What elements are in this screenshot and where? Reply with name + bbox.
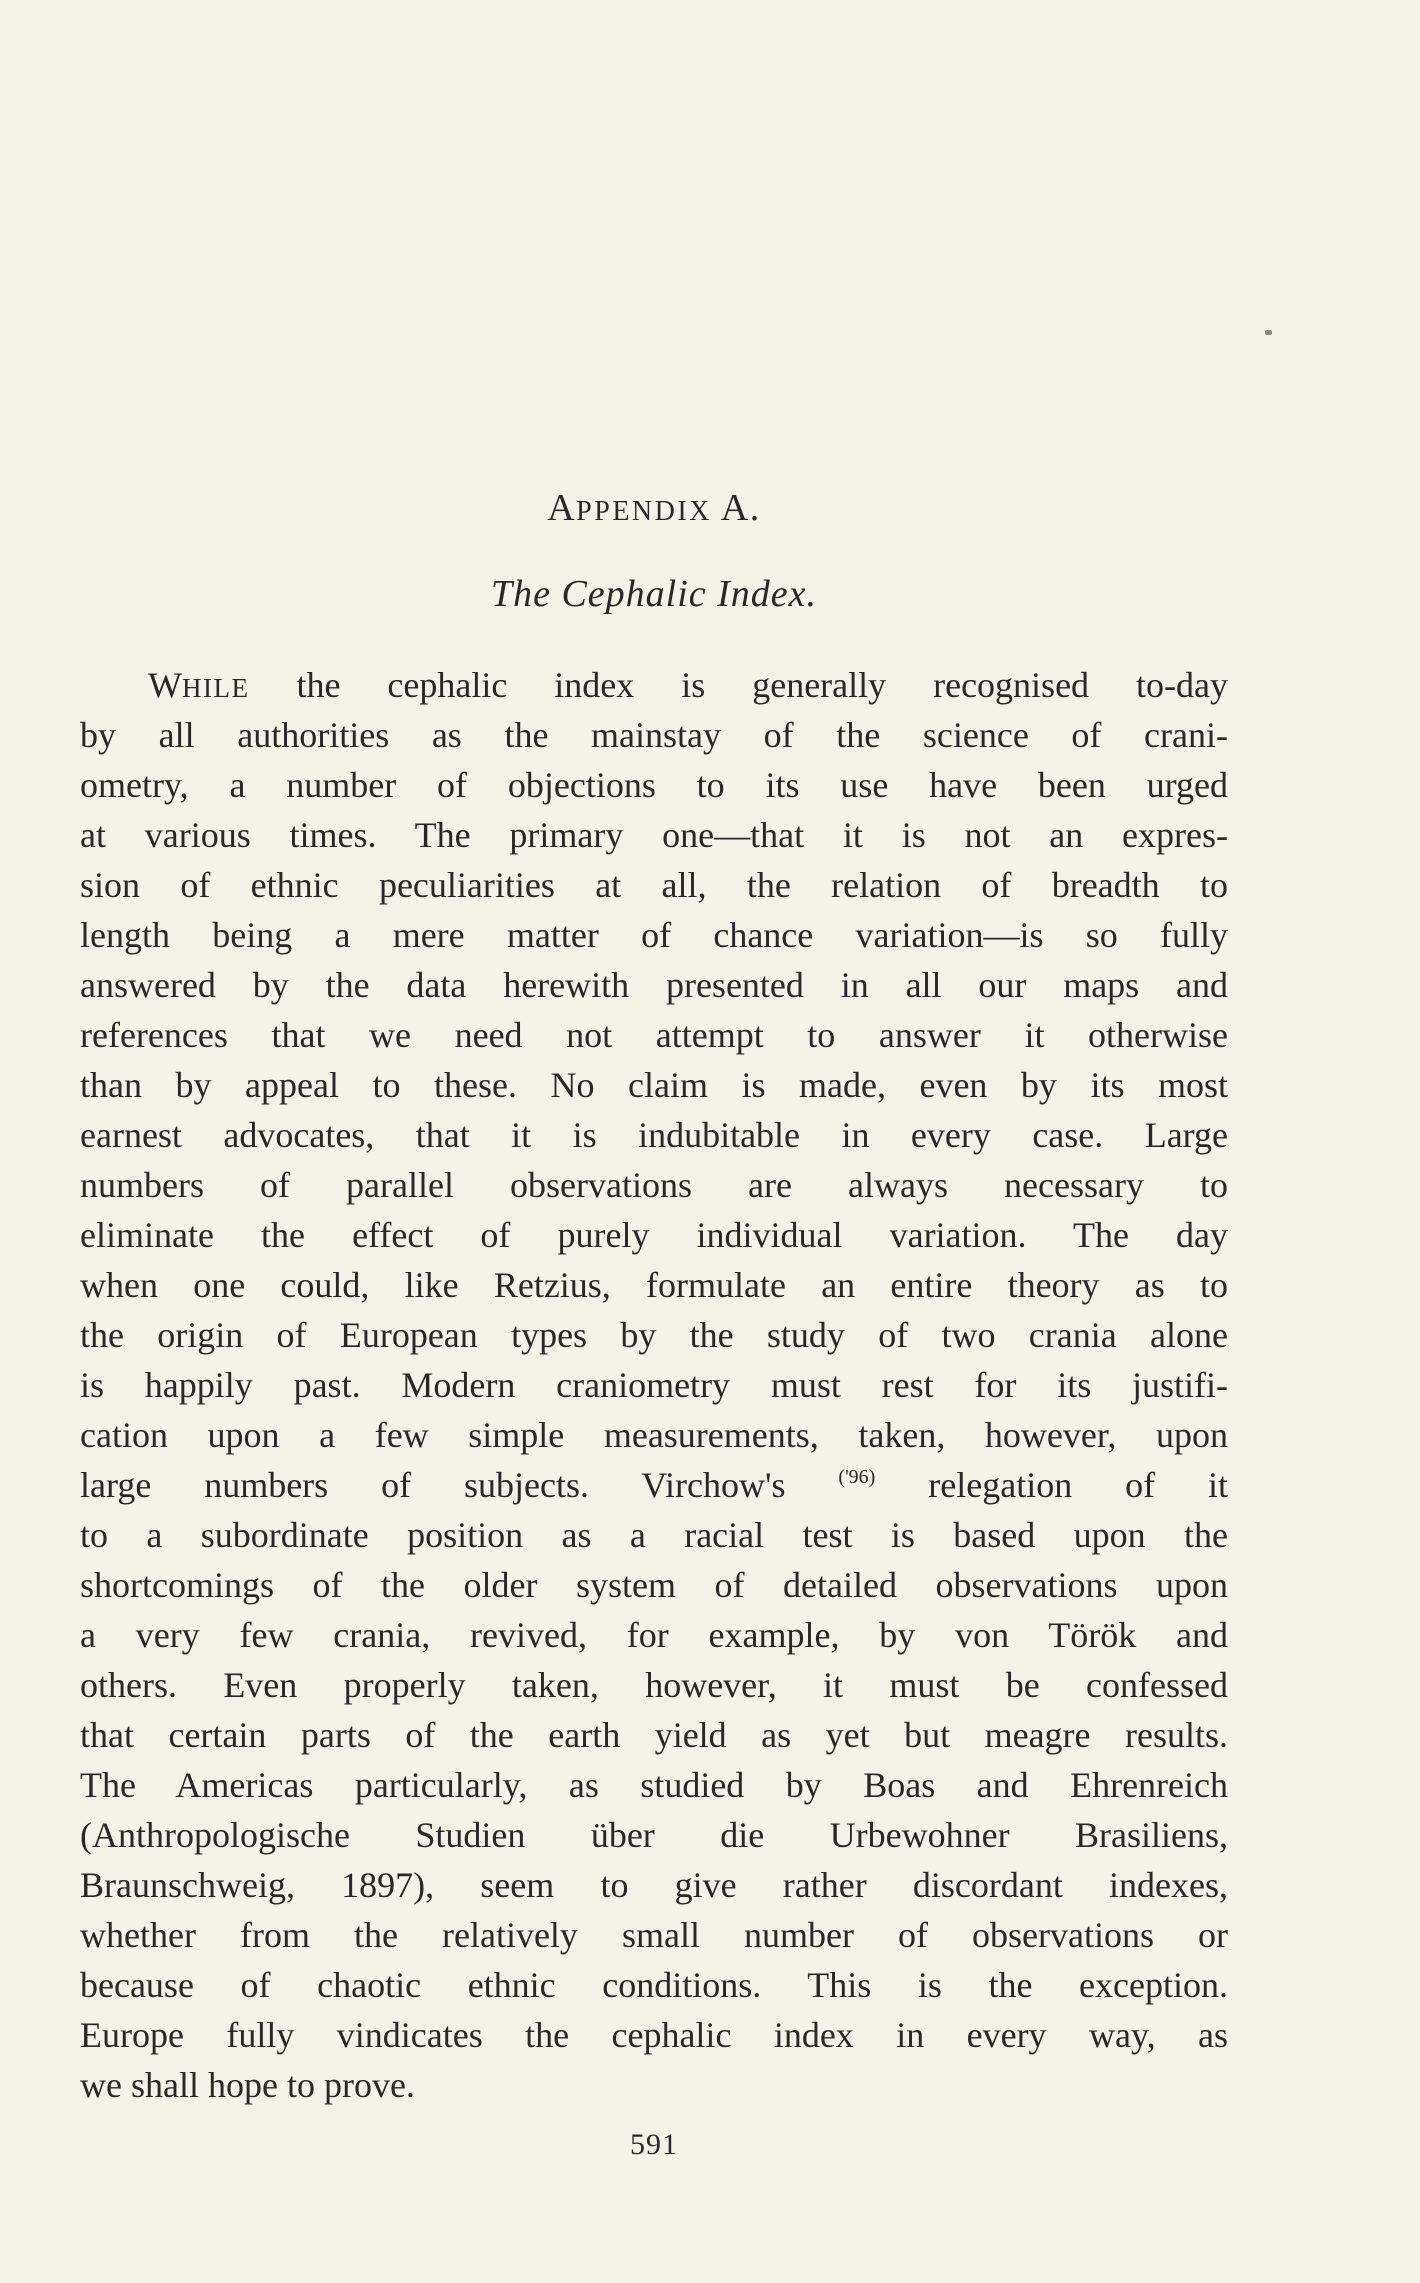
body-paragraph <box>80 660 1228 2110</box>
text-line: shortcomings of the older system of detailed observations upon <box>80 1565 1228 1605</box>
text-line: at various times. The primary one—that it is not an expres- <box>80 815 1228 855</box>
text-line: to a subordinate position as a racial test is based upon the <box>80 1515 1228 1555</box>
text-line: by all authorities as the mainstay of the science of crani- <box>80 715 1228 755</box>
text-line: numbers of parallel observations are always necessary to <box>80 1165 1228 1205</box>
text-line: that certain parts of the earth yield as yet but meagre results. <box>80 1715 1228 1755</box>
text-line: Braunschweig, 1897), seem to give rather discordant indexes, <box>80 1865 1228 1905</box>
text-line: ometry, a number of objections to its use have been urged <box>80 765 1228 805</box>
page-number: 591 <box>630 2128 678 2161</box>
text-line: length being a mere matter of chance variation—is so fully <box>80 915 1228 955</box>
appendix-heading <box>80 486 1228 530</box>
text-line: others. Even properly taken, however, it must be confessed <box>80 1665 1228 1705</box>
text-line: the origin of European types by the study of two crania alone <box>80 1315 1228 1355</box>
text-line: when one could, like Retzius, formulate an entire theory as to <box>80 1265 1228 1305</box>
text-line: we shall hope to prove. <box>80 2065 415 2105</box>
text-line: WHILE the cephalic index is generally recognised to-day <box>148 665 1228 705</box>
text-line: because of chaotic ethnic conditions. This is the exception. <box>80 1965 1228 2005</box>
paper-speck <box>1265 330 1272 335</box>
text-line: sion of ethnic peculiarities at all, the relation of breadth to <box>80 865 1228 905</box>
citation-superscript: ('96) <box>838 1466 876 1488</box>
book-page <box>80 0 1228 2283</box>
text-line: is happily past. Modern craniometry must rest for its justifi- <box>80 1365 1228 1405</box>
appendix-heading-initial: A <box>547 487 577 529</box>
section-title: The Cephalic Index. <box>490 573 818 615</box>
appendix-heading-smallcaps: PPENDIX <box>576 496 712 527</box>
text-line: than by appeal to these. No claim is made, even by its most <box>80 1065 1228 1105</box>
text-line: large numbers of subjects. Virchow's $^{('96)}$ relegation of it <box>80 1465 1228 1505</box>
opening-word-smallcaps: HILE <box>181 673 250 703</box>
text-line: (Anthropologische Studien über die Urbewohner Brasiliens, <box>80 1815 1228 1855</box>
text-line: The Americas particularly, as studied by Boas and Ehrenreich <box>80 1765 1228 1805</box>
text-line: earnest advocates, that it is indubitable in every case. Large <box>80 1115 1228 1155</box>
text-line: Europe fully vindicates the cephalic index in every way, as <box>80 2015 1228 2055</box>
appendix-heading-letter: A. <box>711 487 761 529</box>
opening-word-initial: W <box>148 665 182 705</box>
text-line: references that we need not attempt to answer it otherwise <box>80 1015 1228 1055</box>
text-line: whether from the relatively small number of observations or <box>80 1915 1228 1955</box>
text-line: cation upon a few simple measurements, taken, however, upon <box>80 1415 1228 1455</box>
text-line: answered by the data herewith presented in all our maps and <box>80 965 1228 1005</box>
text-line: a very few crania, revived, for example, by von Török and <box>80 1615 1228 1655</box>
text-line: eliminate the effect of purely individual variation. The day <box>80 1215 1228 1255</box>
